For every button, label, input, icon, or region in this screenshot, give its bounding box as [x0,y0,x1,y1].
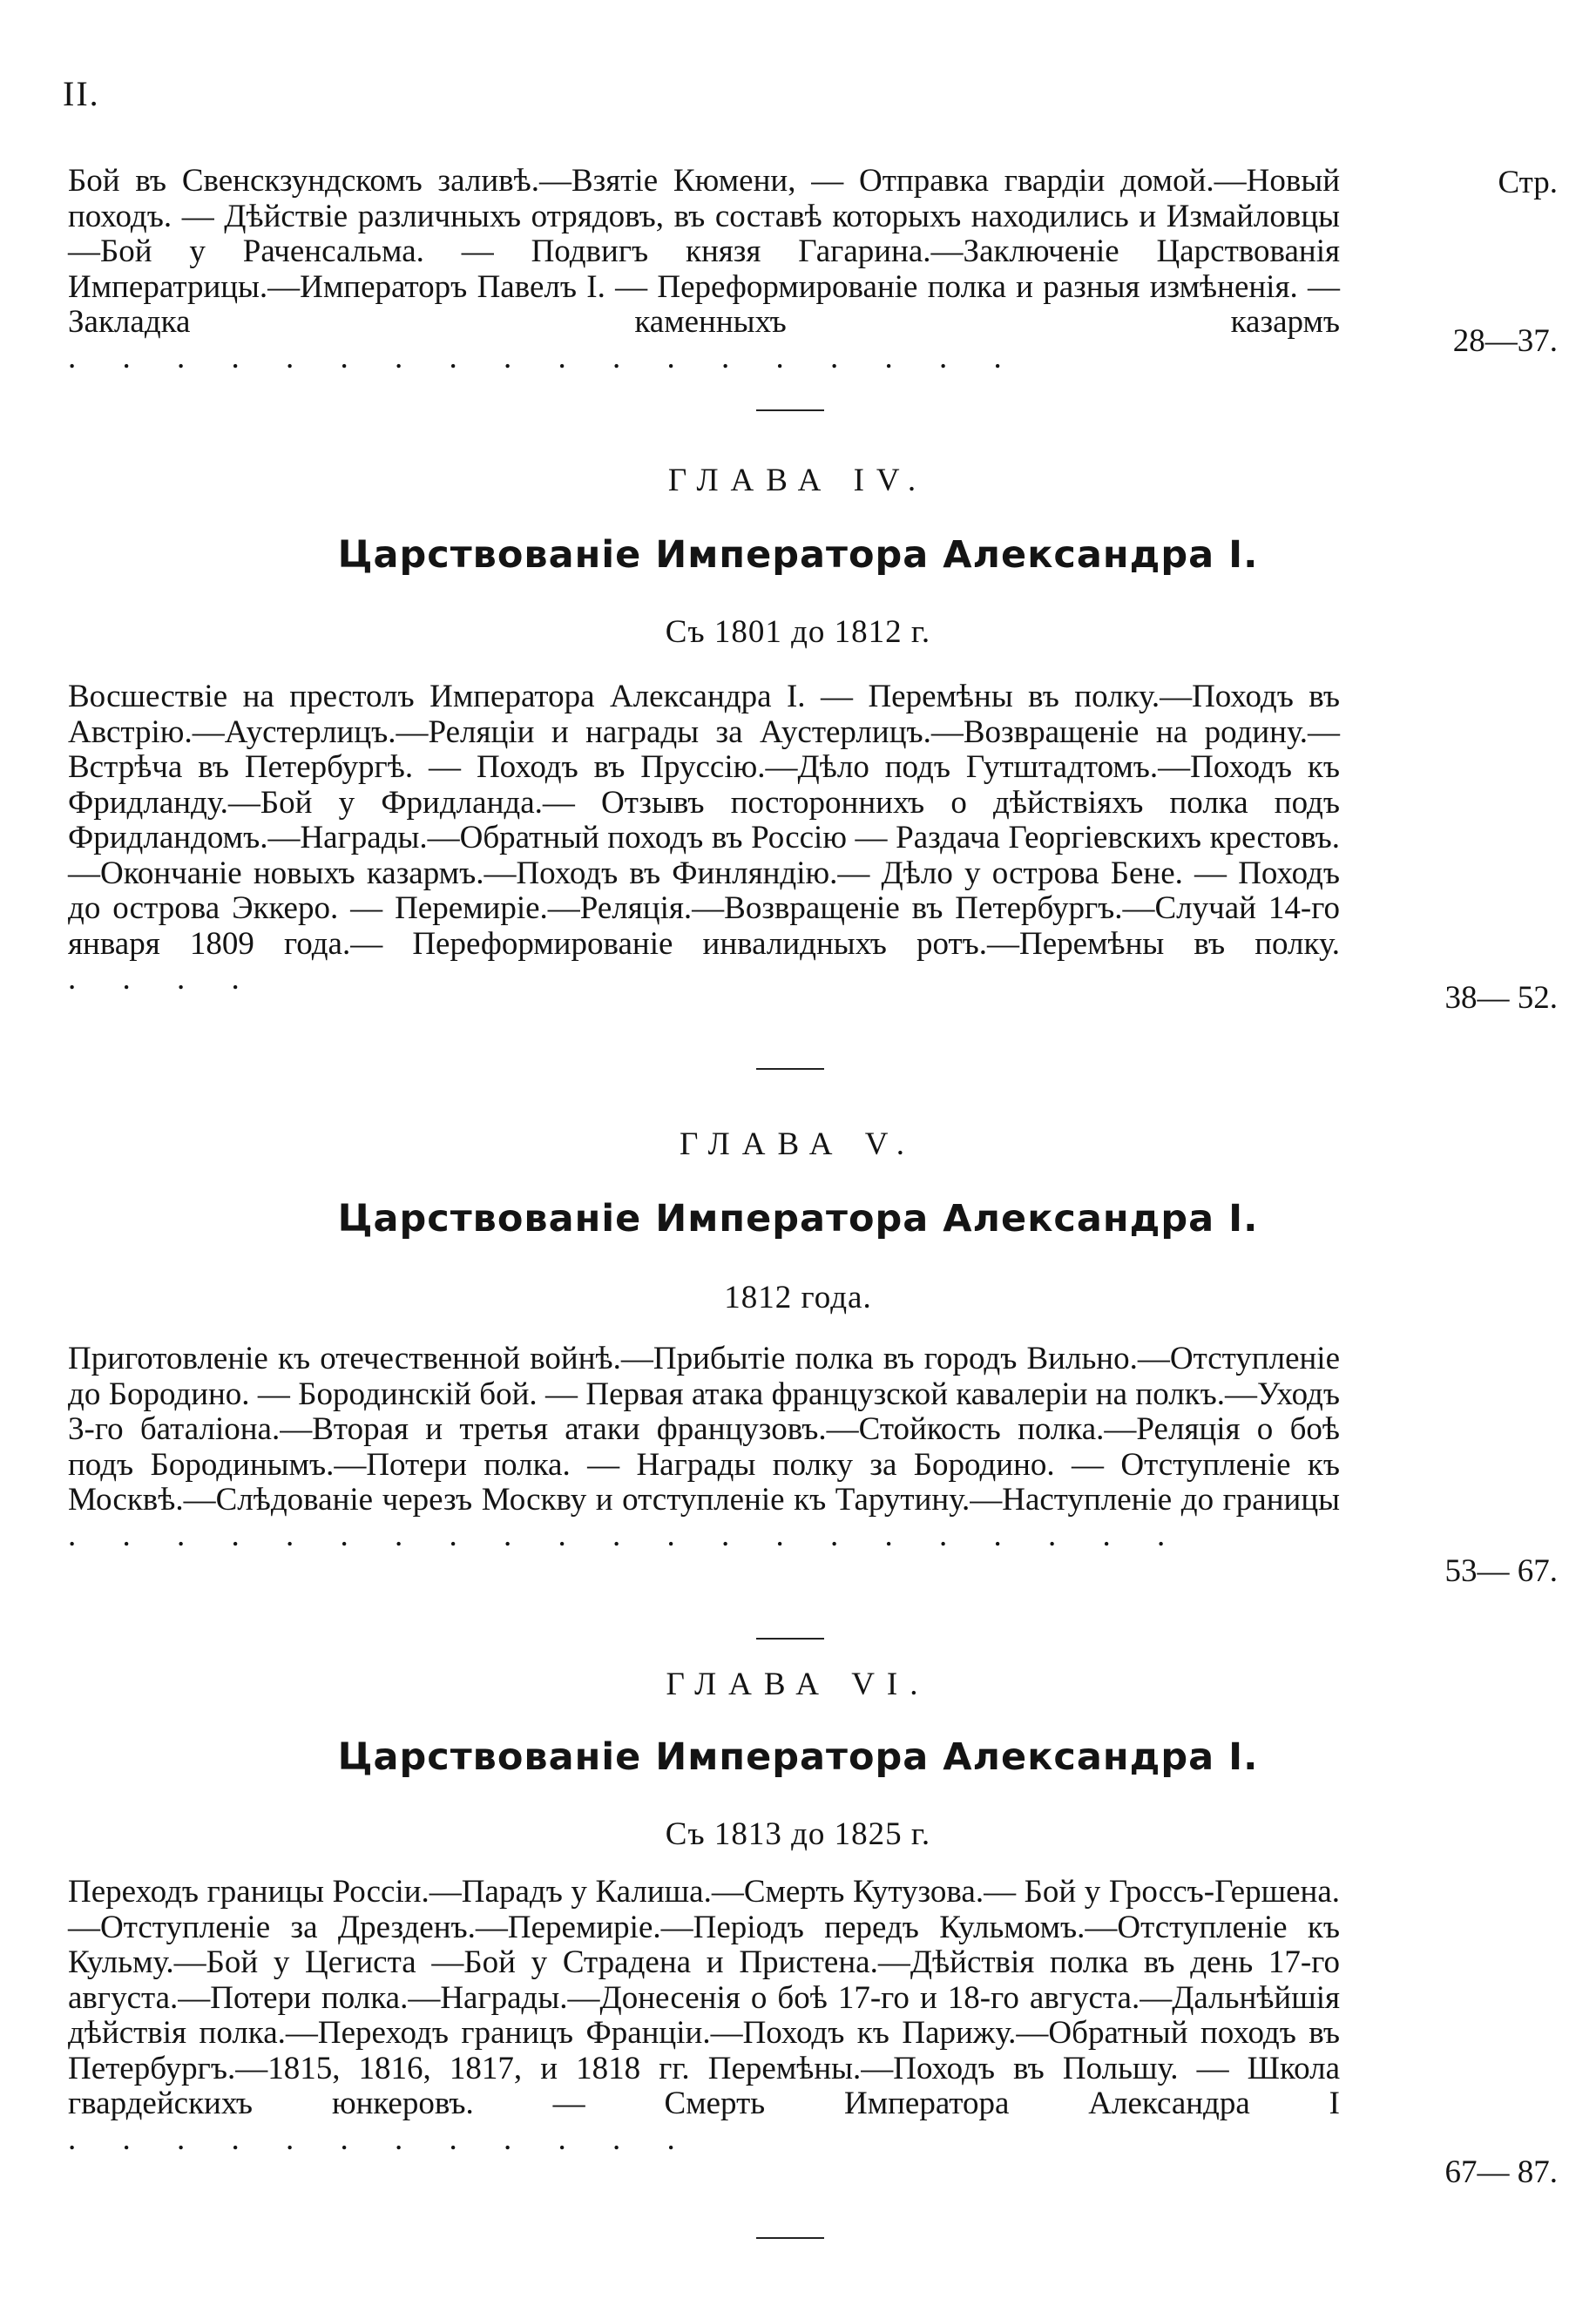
toc-entry-text: Восшествіе на престолъ Императора Александра I. — Перемѣны въ полку.—Походъ въ Австрію.—Аустерлицъ.—Реляціи и награды за Аустерлицъ.—Возвращеніе на родину.—Встрѣча въ Петербургѣ. — Походъ въ Пруссію.—Дѣло подъ Гутштадтомъ.—Походъ къ Фридланду.—Бой у Фридланда.— Отзывъ постороннихъ о дѣйствіяхъ полка подъ Фридландомъ.—Награды.—Обратный походъ въ Россію — Раздача Георгіевскихъ крестовъ.—Окончаніе новыхъ казармъ.—Походъ въ Финляндію.— Дѣло у острова Бене. — Походъ до острова Эккеро. — Перемиріе.—Реляція.—Возвращеніе въ Петербургъ.—Случай 14-го января 1809 года.— Переформированіе инвалидныхъ ротъ.—Перемѣны въ полку. [68,679,1340,962]
chapter-dates: Съ 1801 до 1812 г. [665,614,931,650]
page-range: 67— 87. [1444,2154,1558,2190]
toc-entry [68,680,1340,997]
toc-entry [68,1342,1340,1553]
column-header-pages: Стр. [1498,165,1558,200]
section-divider [756,2237,824,2239]
chapter-title: Царствованіе Императора Александра I. [337,1197,1259,1241]
toc-entry [68,1875,1340,2157]
leader-dots: . . . . [68,961,259,997]
toc-entry-text: Приготовленіе къ отечественной войнѣ.—Прибытіе полка въ городъ Вильно.—Отступленіе до Бородино. — Бородинскій бой. — Первая атака французской кавалеріи на полкъ.—Уходъ 3-го баталіона.—Вторая и третья атаки французовъ.—Стойкость полка.—Реляція о боѣ подъ Бородинымъ.—Потери полка. — Награды полку за Бородино. — Отступленіе къ Москвѣ.—Слѣдованіе черезъ Москву и отступленіе къ Тарутину.—Наступленіе до границы [68,1341,1340,1518]
page-range: 38— 52. [1444,980,1558,1016]
toc-entry-top [68,164,1340,375]
chapter-label: ГЛАВА VI. [666,1667,930,1702]
leader-dots: . . . . . . . . . . . . . . . . . . [68,339,1021,375]
chapter-title: Царствованіе Императора Александра I. [337,1735,1259,1779]
page-range: 53— 67. [1444,1553,1558,1589]
page-number: II. [63,74,100,113]
toc-entry-text: Бой въ Свенскзундскомъ заливѣ.—Взятіе Кюмени, — Отправка гвардіи домой.—Новый походъ. — Дѣйствіе различныхъ отрядовъ, въ составѣ которыхъ находились и Измайловцы —Бой у Раченсальма. — Подвигъ князя Гагарина.—Заключеніе Царствованія Императрицы.—Императоръ Павелъ I. — Переформированіе полка и разныя измѣненія. —Закладка каменныхъ казармъ [68,163,1340,340]
page-range: 28—37. [1452,323,1558,359]
chapter-dates: Съ 1813 до 1825 г. [665,1816,931,1852]
chapter-label: ГЛАВА V. [680,1126,916,1162]
section-divider [756,409,824,411]
toc-entry-text: Переходъ границы Россіи.—Парадъ у Калиша.—Смерть Кутузова.— Бой у Гроссъ-Гершена. —Отступленіе за Дрезденъ.—Перемиріе.—Періодъ передъ Кульмомъ.—Отступленіе къ Кульму.—Бой у Цегиста —Бой у Страдена и Пристена.—Дѣйствія полка въ день 17-го августа.—Потери полка.—Награды.—Донесенія о боѣ 17-го и 18-го августа.—Дальнѣйшія дѣйствія полка.—Переходъ границъ Франціи.—Походъ къ Парижу.—Обратный походъ въ Петербургъ.—1815, 1816, 1817, и 1818 гг. Перемѣны.—Походъ въ Польшу. — Школа гвардейскихъ юнкеровъ. — Смерть Императора Александра I [68,1874,1340,2121]
chapter-dates: 1812 года. [724,1280,872,1315]
section-divider [756,1638,824,1640]
chapter-title: Царствованіе Императора Александра I. [337,533,1259,577]
leader-dots: . . . . . . . . . . . . [68,2120,694,2157]
chapter-label: ГЛАВА IV. [667,463,929,498]
leader-dots: . . . . . . . . . . . . . . . . . . . . . [68,1517,1185,1553]
section-divider [756,1068,824,1070]
